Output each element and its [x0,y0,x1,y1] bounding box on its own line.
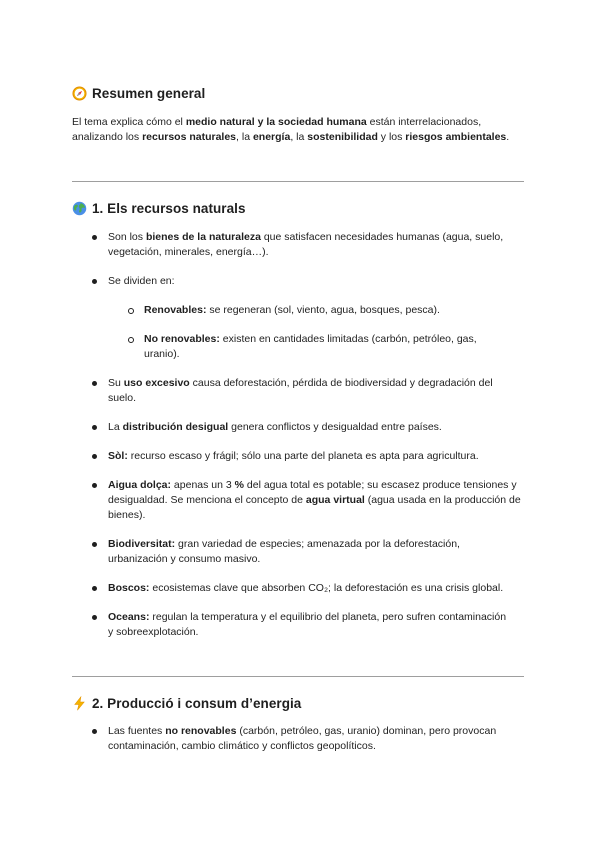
bold-text: energía [252,131,291,143]
text: (agua usada en la producción de bienes). [108,494,521,521]
bold-text: bienes de la naturaleza [145,231,261,243]
section-1-list [108,581,533,596]
text: , la [290,131,308,143]
text: ecosistemas clave que absorben CO [149,582,324,594]
section-1-title: 1. Els recursos naturals [92,201,246,216]
list-item [108,537,513,567]
text: se regeneran (sol, viento, agua, bosques, pesca). [206,304,440,316]
bold-text: distribución desigual [122,421,229,433]
section-2-heading [72,696,527,711]
text: del agua total es potable; su escasez produce tensiones y desigualdad. Se menciona el concepto de [108,479,517,506]
bold-text: Oceans: [108,611,150,623]
bullet-icon [92,615,97,620]
sub-list-item [144,332,514,362]
text: Se dividen en: [108,275,175,287]
text: causa deforestación, pérdida de biodiversidad y degradación del suelo. [108,377,493,404]
section-2 [72,696,527,711]
text: . [506,131,510,143]
text: existen en cantidades limitadas (carbón, petróleo, gas, uranio). [144,333,477,360]
bullet-icon [92,586,97,591]
section-1-list [108,274,528,289]
section-1-list [108,376,523,406]
divider-1 [72,181,524,182]
globe-icon [72,201,87,216]
text: Su [108,377,124,389]
bold-text: Aigua dolça: [108,479,172,491]
list-item [108,724,523,754]
summary-heading [72,86,527,101]
section-1-sublist [144,332,514,362]
lightning-icon [72,696,87,711]
bold-text: No renovables: [144,333,220,345]
list-item [108,581,533,596]
bold-text: Biodiversitat: [108,538,176,550]
text: (carbón, petróleo, gas, uranio) dominan, pero provocan contaminación, cambio climático y conflictos geopolíticos. [108,725,497,752]
summary-intro [72,115,527,145]
list-item [108,376,523,406]
bullet-icon [92,729,97,734]
text: ; la deforestación es una crisis global. [328,582,504,594]
text: ₂ [323,582,329,594]
bold-text: uso excesivo [123,377,190,389]
section-1-heading [72,201,527,216]
bullet-icon [92,381,97,386]
bold-text: Sòl: [108,450,128,462]
list-item [108,478,528,523]
bullet-icon [92,235,97,240]
section-1-list [108,230,528,260]
bold-text: no renovables [165,725,237,737]
section-1-list [108,420,528,435]
text: están interrelacionados, analizando los [72,116,482,143]
bullet-icon [92,279,97,284]
hollow-bullet-icon [128,308,134,314]
bullet-icon [92,454,97,459]
bold-text: Renovables: [144,304,207,316]
section-1-list [108,610,513,640]
bold-text: agua virtual [305,494,365,506]
text: regulan la temperatura y el equilibrio del planeta, pero sufren contaminación y sobreexplotación. [108,611,507,638]
bold-text: sostenibilidad [307,131,378,143]
bullet-icon [92,542,97,547]
text: El tema explica cómo el [72,116,186,128]
bullet-icon [92,425,97,430]
text: apenas un 3 [171,479,235,491]
divider-2 [72,676,524,677]
section-2-title: 2. Producció i consum d’energia [92,696,302,711]
bold-text: Boscos: [108,582,150,594]
summary-title: Resumen general [92,86,206,101]
bold-text: % [234,479,244,491]
text: La [108,421,123,433]
compass-icon [72,86,87,101]
list-item [108,420,528,435]
text: Son los [108,231,146,243]
list-item [108,449,533,464]
list-item [108,274,528,289]
hollow-bullet-icon [128,337,134,343]
text: , la [236,131,253,143]
section-1-sublist [144,303,524,318]
bold-text: recursos naturales [142,131,237,143]
text: genera conflictos y desigualdad entre países. [228,421,442,433]
text: gran variedad de especies; amenazada por la deforestación, urbanización y consumo masivo. [108,538,460,565]
list-item [108,610,513,640]
text: Las fuentes [108,725,166,737]
bullet-icon [92,483,97,488]
text: que satisfacen necesidades humanas (agua, suelo, vegetación, minerales, energía…). [108,231,504,258]
section-1 [72,201,527,216]
summary-section [72,86,527,145]
text: recurso escaso y frágil; sólo una parte del planeta es apta para agricultura. [127,450,479,462]
section-1-list [108,478,528,523]
text: y los [377,131,406,143]
bold-text: medio natural y la sociedad humana [185,116,367,128]
bold-text: riesgos ambientales [405,131,507,143]
section-2-list [108,724,523,754]
list-item [108,230,528,260]
section-1-list [108,537,513,567]
sub-list-item [144,303,524,318]
section-1-list [108,449,533,464]
